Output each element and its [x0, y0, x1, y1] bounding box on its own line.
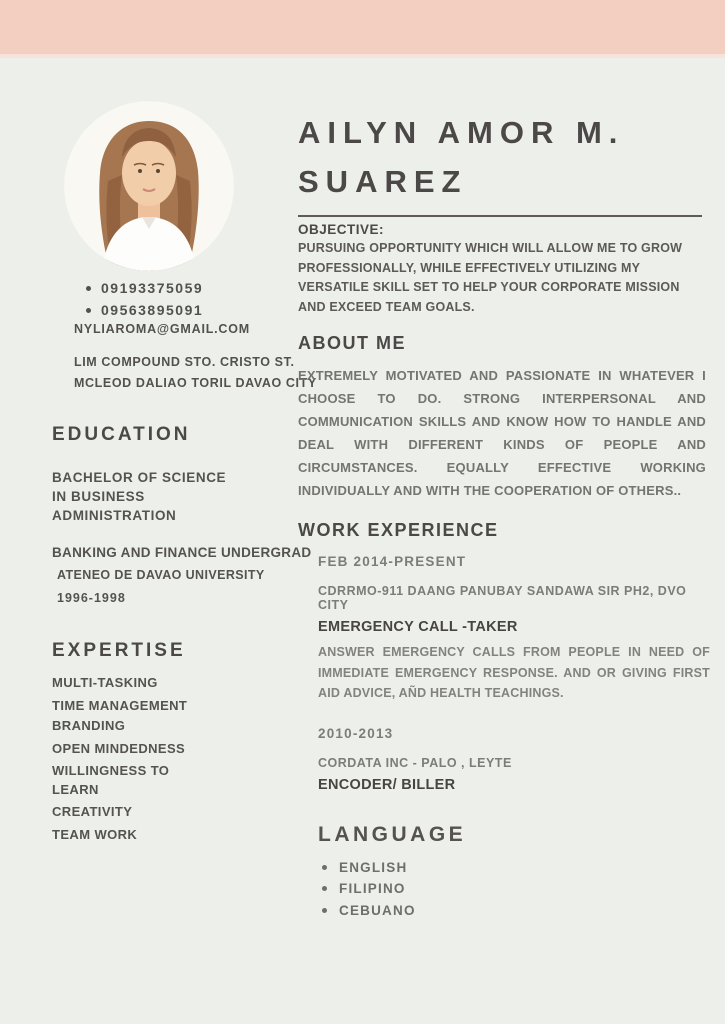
work-experience-heading: WORK EXPERIENCE: [298, 520, 499, 540]
bullet-icon: [86, 308, 91, 313]
address-line: MCLEOD DALIAO TORIL DAVAO CITY: [74, 376, 317, 390]
job-dates: FEB 2014-PRESENT: [318, 554, 467, 569]
objective-text: PURSUING OPPORTUNITY WHICH WILL ALLOW ME TO GROW PROFESSIONALLY, WHILE EFFECTIVELY UTILIZING MY VERSATILE SKILL SET TO HELP YOUR CORPORATE MISSION AND EXCEED TEAM GOALS.: [298, 241, 683, 314]
expertise-list: [52, 674, 202, 844]
language-item: [318, 857, 708, 879]
bullet-icon: [322, 886, 327, 891]
about-text: EXTREMELY MOTIVATED AND PASSIONATE IN WHATEVER I CHOOSE TO DO. STRONG INTERPERSONAL AND COMMUNICATION SKILLS AND KNOW HOW TO HANDLE AND DEAL WITH DIFFERENT KINDS OF PEOPLE AND CIRCUMSTANCES. EQUALLY EFFECTIVE WORKING INDIVIDUALLY AND WITH THE COOPERATION OF OTHERS..: [298, 368, 706, 498]
postal-address: [74, 352, 317, 394]
language-label: CEBUANO: [339, 902, 416, 918]
bullet-icon: [322, 865, 327, 870]
phone-number: 09563895091: [101, 302, 204, 318]
job-role: EMERGENCY CALL -TAKER: [318, 619, 518, 635]
expertise-section: [52, 640, 202, 848]
phone-row: [86, 299, 203, 321]
school-name: ATENEO DE DAVAO UNIVERSITY: [57, 568, 265, 582]
expertise-item: BRANDING: [52, 718, 126, 733]
job-entry: [318, 554, 710, 704]
job-company: CORDATA INC - PALO , LEYTE: [318, 755, 512, 770]
job-dates: 2010-2013: [318, 725, 394, 741]
education-years: 1996-1998: [57, 591, 126, 605]
job-company: CDRRMO-911 DAANG PANUBAY SANDAWA SIR PH2, DVO CITY: [318, 584, 687, 612]
job-entry: [318, 726, 710, 793]
top-accent-band: [0, 0, 725, 58]
expertise-item: CREATIVITY: [52, 804, 133, 819]
language-heading: LANGUAGE: [318, 822, 467, 846]
name-line: SUAREZ: [298, 164, 468, 199]
expertise-item: TIME MANAGEMENT: [52, 697, 188, 713]
job-role: ENCODER/ BILLER: [318, 776, 456, 793]
address-line: LIM COMPOUND STO. CRISTO ST.: [74, 355, 295, 369]
degree-line: BACHELOR OF SCIENCE: [52, 470, 227, 485]
avatar-graphic: [64, 101, 234, 271]
language-item: [318, 878, 708, 900]
program-title: BANKING AND FINANCE UNDERGRAD: [52, 545, 312, 560]
language-label: ENGLISH: [339, 859, 408, 875]
name-line: AILYN AMOR M.: [298, 115, 625, 150]
education-section: [52, 424, 311, 605]
language-section: [318, 823, 708, 922]
language-list: [318, 857, 708, 922]
language-item: [318, 900, 708, 922]
phone-row: [86, 277, 203, 299]
education-heading: EDUCATION: [52, 424, 191, 445]
expertise-item: WILLINGNESS TO LEARN: [52, 763, 170, 797]
language-label: FILIPINO: [339, 881, 406, 897]
expertise-item: MULTI-TASKING: [52, 675, 158, 690]
degree-line: IN BUSINESS: [52, 489, 145, 504]
degree-line: ADMINISTRATION: [52, 508, 177, 523]
bullet-icon: [322, 908, 327, 913]
about-heading: ABOUT ME: [298, 333, 406, 353]
contact-phones: [86, 277, 203, 321]
expertise-item: OPEN MINDEDNESS: [52, 740, 186, 756]
phone-number: 09193375059: [101, 280, 204, 296]
name-underline: [298, 215, 702, 217]
job-description: ANSWER EMERGENCY CALLS FROM PEOPLE IN NEED OF IMMEDIATE EMERGENCY RESPONSE. AND OR GIVING FIRST AID ADVICE, AÑD HEALTH TEACHINGS.: [318, 645, 710, 700]
degree-title: [52, 468, 311, 525]
profile-photo: [64, 101, 234, 271]
expertise-heading: EXPERTISE: [52, 640, 186, 661]
expertise-item: TEAM WORK: [52, 826, 138, 842]
bullet-icon: [86, 286, 91, 291]
candidate-name: [298, 108, 708, 206]
objective-label: OBJECTIVE:: [298, 222, 385, 237]
email-address: NYLIAROMA@GMAIL.COM: [74, 322, 250, 336]
main-column: [298, 108, 708, 921]
